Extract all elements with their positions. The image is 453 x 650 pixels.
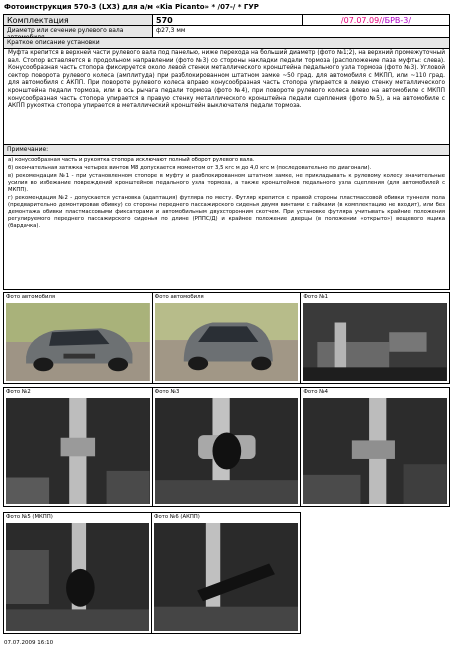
photo-caption: Фото №2 (4, 388, 152, 397)
photo-caption: Фото автомобиля (153, 293, 301, 302)
photo-3 (153, 387, 302, 507)
photo-1 (301, 292, 450, 384)
install-description: Муфта крепится в верхней части рулевого вала под панелью, ниже перехода на больший диаметр (фото №1;2), на верхний промежуточный вал. Стопор вставляется в продольном направлении (фото №3) со стороны накладки педали тормоза (расположение паза муфты: слева). Конусообразная часть стопора фиксируется около левой стенки металлического кронштейна педального узла тормоза (фото №3). Угловой сектор поворота рулевого колеса (амплитуда) при разблокированном штатном замке ~50 град. для автомобиля с МКПП, или ~110 град. для автомобиля с АКПП. При повороте рулевого колеса вправо конусообразная часть стопора упирается в левую стенку металлического кронштейна педали тормоза, или в ось рычага педали тормоза (фото №4), при повороте рулевого колеса влево на автомобиле с МКПП конусообразная часть стопора упирается в правую стенку металлического кронштейна педали сцепления (фото №5), а на автомобиле с АКПП рукоятка стопора упирается в металлический кронштейн выключателя педали тормоза. (8, 50, 445, 110)
photo-caption: Фото автомобиля (4, 293, 152, 302)
photo-caption: Фото №6 (АКПП) (152, 513, 300, 522)
car-rear-image (155, 303, 299, 381)
photo-caption: Фото №5 (МКПП) (4, 513, 151, 522)
photo-2 (3, 387, 153, 507)
photo-4 (301, 387, 450, 507)
photo-caption: Фото №1 (301, 293, 449, 302)
short-desc-row (3, 38, 450, 49)
notes-row (3, 156, 450, 290)
photo-car-rear (153, 292, 302, 384)
photo-6 (152, 512, 301, 634)
kit-label: Комплектация (4, 15, 153, 25)
lock-image (155, 398, 299, 504)
car-front-image (6, 303, 150, 381)
description-row (3, 49, 450, 145)
note-c: в) рекомендация №1 - при установленном стопоре в муфту и разблокированном штатном замке, не прикладывать к рулевому колесу значительные усилия во избежание повреждений кронштейнов педального узла тормоза, а также кронштейнов педального узла сцепления (для автомобилей с МКПП). (8, 173, 445, 193)
revision-stamp: /БРВ-3/ (381, 16, 412, 25)
kit-date (303, 15, 449, 25)
photo-car-front (3, 292, 153, 384)
kit-code: 570 (153, 15, 303, 25)
pedals-image (303, 303, 447, 381)
notes-label: Примечание: (4, 145, 449, 155)
photo-row-2 (3, 387, 450, 507)
photo-caption: Фото №3 (153, 388, 301, 397)
diameter-label: Диаметр или сечение рулевого вала (4, 26, 153, 37)
note-d: г) рекомендация №2 - допускается установка (адаптация) футляра по месту. Футляр крепится с правой стороны пластмассовой обивки туннеля пола (предварительно демонтировав обивку) со стороны переднего пассажирского сиденья двумя винтами с гайками (в комплектацию не входит), или без демонтажа обивки пластмассовыми фиксаторами и автомобильным двухсторонним скотчем. При установке футляра учитывать крайние положения регулируемого переднего пассажирского сиденья по длине (РППС/Д) и крайнее положение дверцы (в положении «открыто») вещевого ящика (бардачка). (8, 195, 445, 229)
photo-row-1 (3, 292, 450, 384)
note-a: а) конусообразная часть и рукоятка стопора исключают полный оборот рулевого вала. (8, 157, 255, 163)
notes-header-row (3, 145, 450, 156)
notes-list (4, 156, 449, 289)
kit-row (3, 14, 450, 26)
spec-table (3, 14, 450, 290)
print-timestamp: 07.07.2009 16:10 (4, 640, 54, 646)
photo-row-3 (3, 512, 450, 634)
short-desc-label: Краткое описание установки (4, 38, 449, 48)
note-b: б) окончательная затяжка четырех винтов М8 допускается моментом от 3,5 кгс м до 4,0 кгс м (последовательно по диагонали). (8, 165, 372, 171)
document-title: Фотоинструкция 570-3 (LX3) для а/м «Kia Picanto» * /07-/ * ГУР (4, 3, 259, 11)
diameter-row (3, 26, 450, 38)
diameter-value: ф27,3 мм (156, 27, 186, 34)
shaft-image (303, 398, 447, 504)
lock-image (6, 523, 149, 631)
photo-5 (3, 512, 152, 634)
lock-image (154, 523, 298, 631)
photo-caption: Фото №4 (301, 388, 449, 397)
date-stamp: /07.07.09/ (340, 16, 382, 25)
shaft-image (6, 398, 150, 504)
